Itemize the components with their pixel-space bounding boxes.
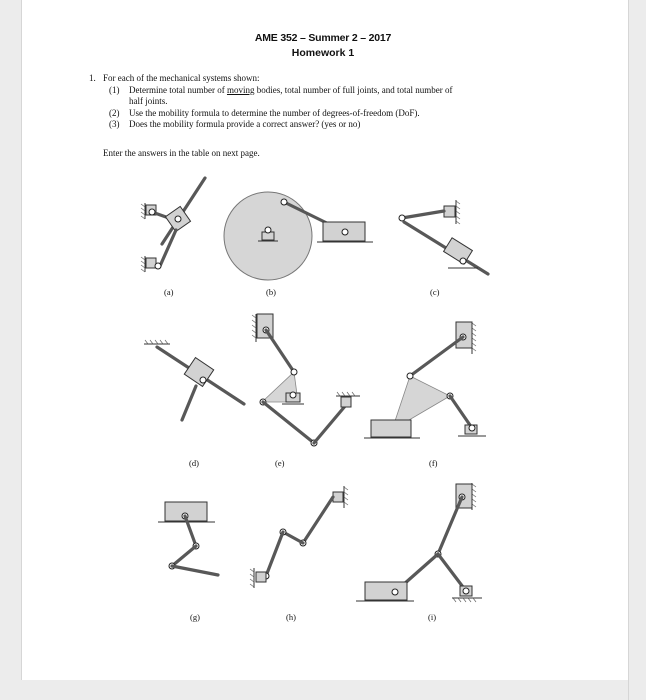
mechanism-a bbox=[141, 178, 205, 272]
item-3-number: (3) bbox=[109, 119, 120, 129]
figure-label-c: (c) bbox=[430, 287, 440, 297]
figure-label-g: (g) bbox=[190, 612, 200, 622]
figure-label-e: (e) bbox=[275, 458, 285, 468]
item-2-number: (2) bbox=[109, 108, 120, 118]
item-2-text: Use the mobility formula to determine the number of degrees-of-freedom (DoF). bbox=[129, 108, 420, 118]
item-1-number: (1) bbox=[109, 85, 120, 95]
item-1-text: Determine total number of moving bodies, total number of full joints, and total number of bbox=[129, 85, 453, 95]
mechanism-b bbox=[224, 192, 373, 280]
mechanism-g bbox=[158, 502, 218, 575]
figure-label-f: (f) bbox=[429, 458, 438, 468]
problem-number: 1. bbox=[89, 73, 96, 83]
mechanism-c bbox=[399, 200, 488, 274]
figure-label-h: (h) bbox=[286, 612, 296, 622]
mechanism-i bbox=[356, 483, 482, 602]
mechanism-e bbox=[252, 314, 360, 446]
instruction-text: Enter the answers in the table on next page. bbox=[103, 148, 260, 158]
problem-intro: For each of the mechanical systems shown: bbox=[103, 73, 260, 83]
item-1-continuation: half joints. bbox=[129, 96, 168, 106]
mechanism-h bbox=[250, 486, 348, 588]
document-title: AME 352 – Summer 2 – 2017 bbox=[254, 32, 392, 44]
figure-label-b: (b) bbox=[266, 287, 276, 297]
mechanism-f bbox=[364, 322, 486, 438]
document-subtitle: Homework 1 bbox=[291, 47, 355, 59]
figure-label-d: (d) bbox=[189, 458, 199, 468]
item-3-text: Does the mobility formula provide a correct answer? (yes or no) bbox=[129, 119, 361, 129]
figure-label-a: (a) bbox=[164, 287, 174, 297]
mechanism-d bbox=[144, 340, 244, 420]
figure-label-i: (i) bbox=[428, 612, 437, 622]
